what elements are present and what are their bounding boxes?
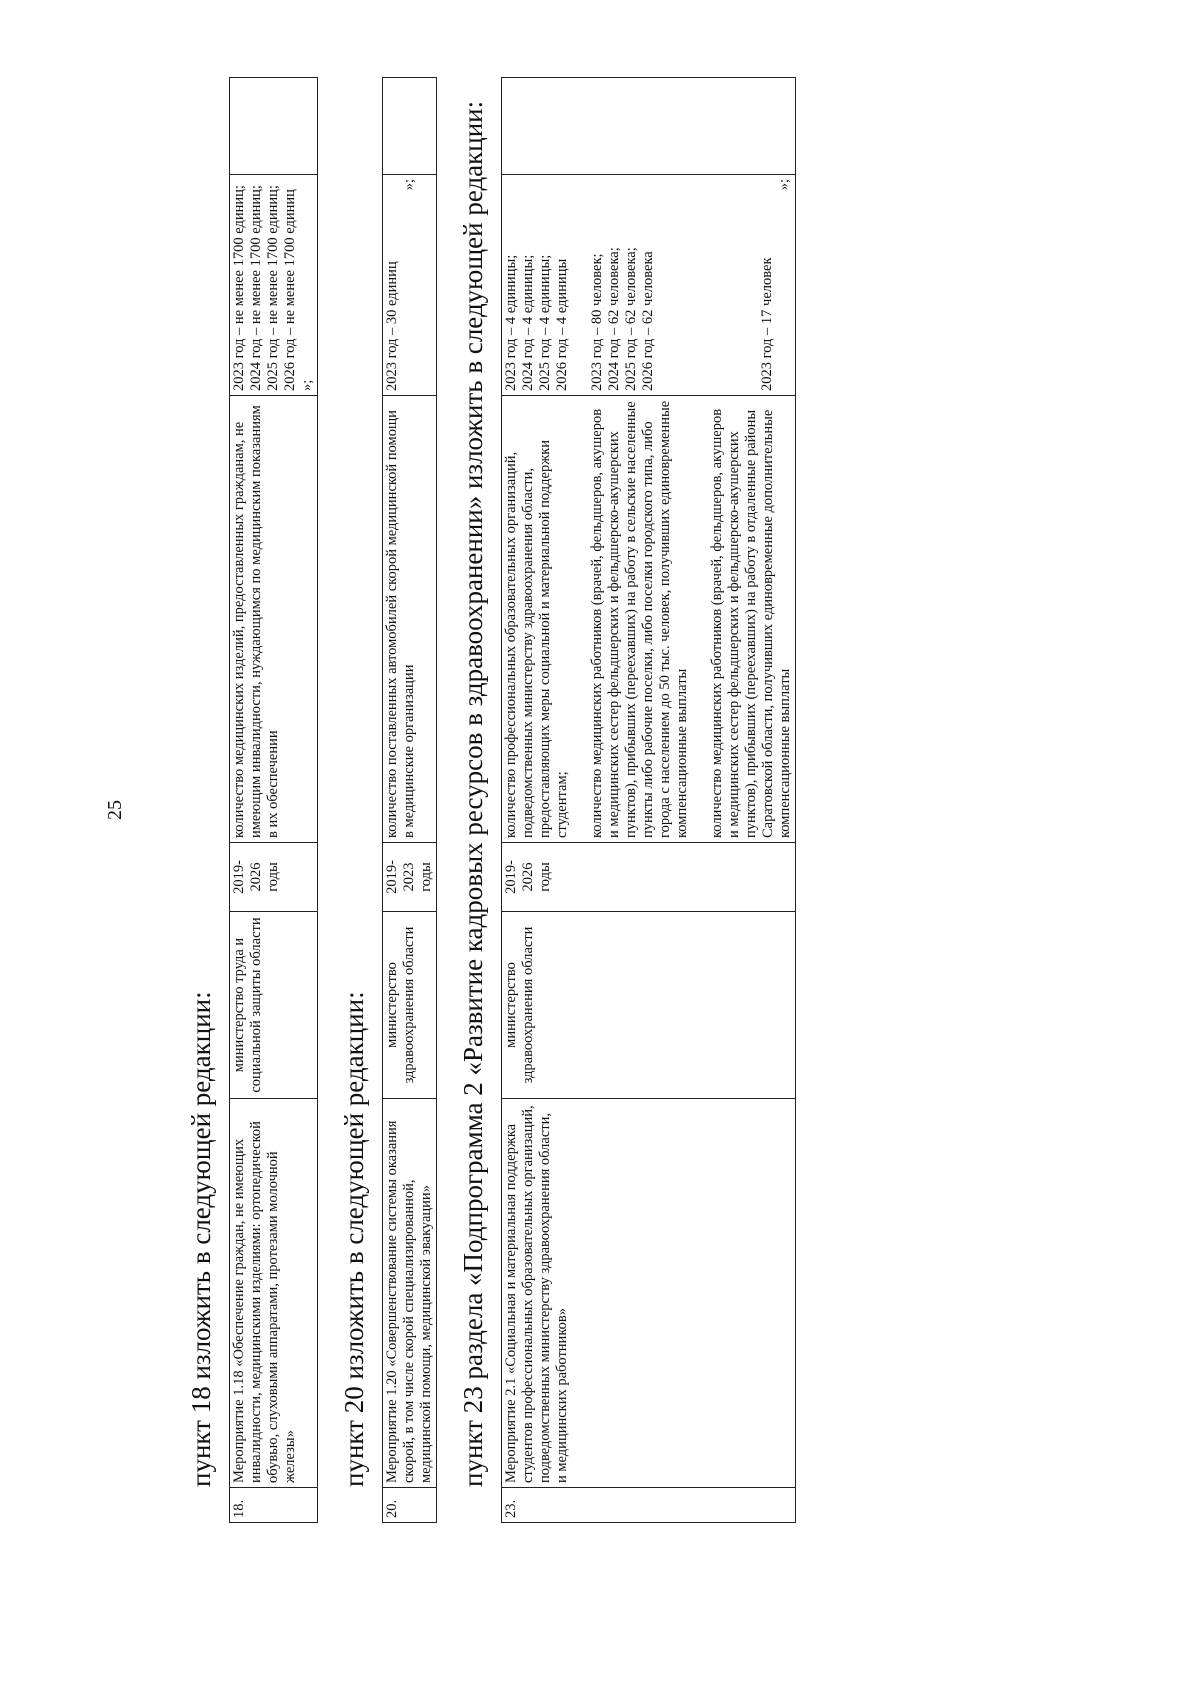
values-text: 2023 год – не менее 1700 единиц; 2024 год – не менее 1700 единиц; 2025 год – не менее 1700 единиц; 2026 год – не менее 1700 единиц »; — [231, 185, 315, 391]
responsible-executor: министерство здравоохранения области — [383, 912, 437, 1099]
page-number: 25 — [104, 800, 126, 820]
empty-cell — [383, 78, 437, 175]
measure-name: Мероприятие 1.18 «Обеспечение граждан, не имеющих инвалидности, медицинскими изделиями: ортопедической обувью, слуховыми аппаратами, протезами молочной железы» — [230, 1099, 318, 1488]
measure-name: Мероприятие 2.1 «Социальная и материальная поддержка студентов профессиональных образовательных организаций, подведомственных министерству здравоохранения области, и медицинских работников» — [502, 1099, 796, 1488]
section-18-heading: пункт 18 изложить в следующей редакции: — [186, 991, 216, 1487]
empty-cell — [230, 78, 318, 175]
section-23-table — [501, 77, 796, 1523]
row-number: 20. — [383, 1488, 437, 1523]
values-text: 2023 год – 4 единицы; 2024 год – 4 единицы; 2025 год – 4 единицы; 2026 год – 4 единицы — [503, 254, 570, 391]
section-18-table — [229, 77, 318, 1523]
implementation-period: 2019-2026 годы — [502, 843, 796, 912]
section-23-heading: пункт 23 раздела «Подпрограмма 2 «Развитие кадровых ресурсов в здравоохранении» изложить в следующей редакции: — [458, 100, 488, 1487]
indicator: количество поставленных автомобилей скорой медицинской помощи в медицинские организации — [383, 396, 437, 843]
table-row — [502, 78, 796, 1523]
values-text: 2023 год – 30 единиц — [384, 261, 400, 391]
section-20-table — [382, 77, 437, 1523]
responsible-executor: министерство здравоохранения области — [502, 912, 796, 1099]
indicator: количество медицинских изделий, предоставленных гражданам, не имеющим инвалидности, нуждающимся по медицинским показаниям в их обеспечении — [230, 396, 318, 843]
measure-name: Мероприятие 1.20 «Совершенствование системы оказания скорой, в том числе скорой специализированной, медицинской помощи, медицинской эвакуации» — [383, 1099, 437, 1488]
indicator-values — [230, 175, 318, 396]
implementation-period: 2019-2026 годы — [230, 843, 318, 912]
closing-quote: »; — [776, 179, 792, 191]
indicator: количество медицинских работников (врачей, фельдшеров, акушеров и медицинских сестер фельдшерских и фельдшерско-акушерских пунктов), прибывших (переехавших) на работу в отдаленные районы Саратовской области, получивших единовременные дополнительные компенсационные выплаты — [709, 408, 793, 838]
indicators — [502, 396, 796, 843]
rotated-content — [185, 100, 1065, 1525]
row-number: 18. — [230, 1488, 318, 1523]
implementation-period: 2019-2023 годы — [383, 843, 437, 912]
empty-cell — [502, 78, 796, 175]
section-20-heading: пункт 20 изложить в следующей редакции: — [339, 991, 369, 1487]
indicator: количество медицинских работников (врачей, фельдшеров, акушеров и медицинских сестер фельдшерских и фельдшерско-акушерских пунктов), прибывших (переехавших) на работу в сельские населенные пункты либо рабочие поселки, либо поселки городского типа, либо города с населением до 50 тыс. человек, получивших единовременные компенсационные выплаты — [589, 400, 690, 838]
table-row — [230, 78, 318, 1523]
values-text: 2023 год – 17 человек — [759, 257, 775, 391]
responsible-executor: министерство труда и социальной защиты области — [230, 912, 318, 1099]
indicator-values — [502, 175, 796, 396]
closing-quote: »; — [401, 179, 417, 191]
table-row — [383, 78, 437, 1523]
row-number: 23. — [502, 1488, 796, 1523]
indicator-values — [383, 175, 437, 396]
values-text: 2023 год – 80 человек; 2024 год – 62 человека; 2025 год – 62 человека; 2026 год – 62 человека — [589, 247, 656, 391]
indicator: количество профессиональных образовательных организаций, подведомственных министерству здравоохранения области, предоставляющих меры социальной и материальной поддержки студентам; — [503, 439, 570, 838]
